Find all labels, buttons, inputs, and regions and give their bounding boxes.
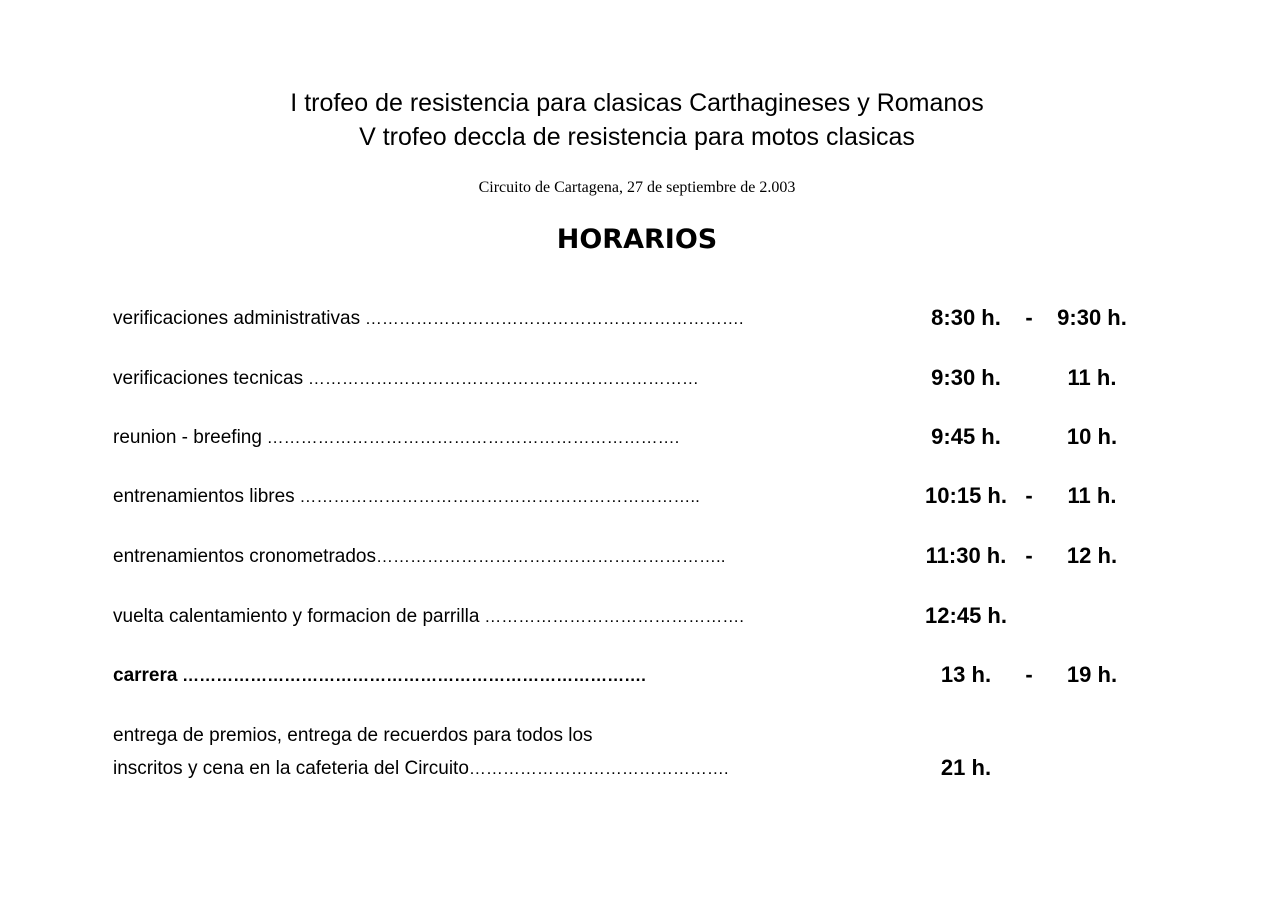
dot-leader: ………………………………………. <box>479 607 744 626</box>
item-name: carrera <box>113 665 178 686</box>
end-time: 9:30 h. <box>1057 305 1127 330</box>
item-name: entrenamientos libres <box>113 486 295 507</box>
dot-leader: …………………………………………………….. <box>375 547 726 566</box>
start-time: 9:30 h. <box>931 365 1001 390</box>
schedule-item-label-race <box>113 664 646 688</box>
title-line-2: V trofeo deccla de resistencia para motos clasicas <box>359 123 915 151</box>
item-name: verificaciones administrativas <box>113 308 361 329</box>
start-time: 11:30 h. <box>925 543 1007 568</box>
schedule-item-label <box>113 426 679 450</box>
dot-leader: ………………………………………. <box>468 759 729 778</box>
end-time: 12 h. <box>1066 543 1118 568</box>
subtitle-venue-date: Circuito de Cartagena, 27 de septiembre de 2.003 <box>478 179 796 196</box>
start-time: 13 h. <box>940 662 992 687</box>
schedule-item-label <box>113 307 744 331</box>
time-separator: - <box>1025 483 1033 508</box>
dot-leader: …………………………………………………………. <box>360 309 744 328</box>
dot-leader: …………………………………………………………….. <box>294 487 700 506</box>
time-separator: - <box>1025 662 1033 687</box>
time-separator: - <box>1025 543 1033 568</box>
start-time: 9:45 h. <box>931 424 1001 449</box>
item-name: reunion - breefing <box>113 427 262 448</box>
item-name: inscritos y cena en la cafeteria del Circuito <box>113 758 469 779</box>
dot-leader: …………………………………………………………… <box>303 369 699 388</box>
start-time: 12:45 h. <box>925 603 1007 628</box>
end-time: 11 h. <box>1067 365 1117 390</box>
dot-leader: ………………………………………………………………. <box>261 428 680 447</box>
start-time: 10:15 h. <box>925 483 1007 508</box>
item-name: entrenamientos cronometrados <box>113 546 376 567</box>
schedule-item-label <box>113 485 700 509</box>
dot-leader: ………………………………………………………………………. <box>177 666 646 685</box>
final-time: 21 h. <box>940 755 992 780</box>
schedule-heading: HORARIOS <box>556 224 718 255</box>
item-name: vuelta calentamiento y formacion de parrilla <box>113 606 480 627</box>
schedule-item-label <box>113 545 725 569</box>
title-line-1: I trofeo de resistencia para clasicas Carthagineses y Romanos <box>290 89 984 117</box>
final-item-label-line-2 <box>113 757 729 781</box>
schedule-item-label <box>113 605 744 629</box>
end-time: 11 h. <box>1067 483 1117 508</box>
end-time: 10 h. <box>1066 424 1118 449</box>
end-time: 19 h. <box>1066 662 1118 687</box>
final-item-label-line-1: entrega de premios, entrega de recuerdos para todos los <box>113 725 593 746</box>
schedule-item-label <box>113 367 699 391</box>
start-time: 8:30 h. <box>931 305 1001 330</box>
time-separator: - <box>1025 305 1033 330</box>
item-name: verificaciones tecnicas <box>113 368 304 389</box>
